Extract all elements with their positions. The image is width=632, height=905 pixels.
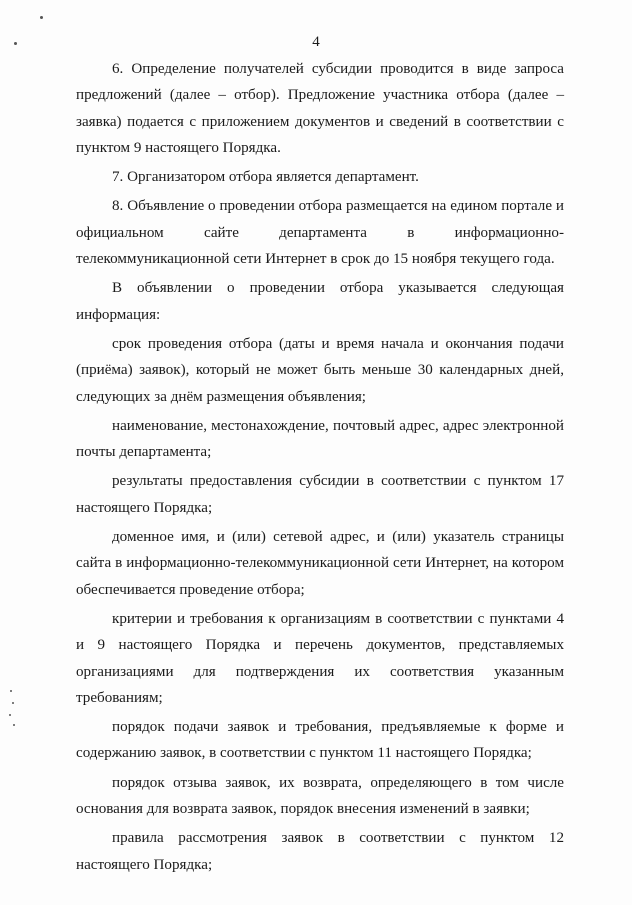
paragraph-7-organizer: 7. Организатором отбора является департамент. [112,169,419,186]
document-body [76,56,564,878]
paragraph-domain-name: доменное имя, и (или) сетевой адрес, и (или) указатель страницы сайта в информационно-телекоммуникационной сети Интернет, на котором обеспечивается проведение отбора; [76,529,564,598]
scan-speck [10,690,12,692]
scan-speck [12,702,14,704]
paragraph-withdrawal-order: порядок отзыва заявок, их возврата, определяющего в том числе основания для возврата заявок, порядок внесения изменений в заявки; [76,774,564,818]
paragraph-announcement-info: В объявлении о проведении отбора указывается следующая информация: [76,280,564,323]
scan-speck [9,714,11,716]
paragraph-deadline: срок проведения отбора (даты и время начала и окончания подачи (приёма) заявок), который не может быть меньше 30 календарных дней, следующих за днём размещения объявления; [76,335,564,405]
paragraph-6-selection: 6. Определение получателей субсидии проводится в виде запроса предложений (далее – отбор). Предложение участника отбора (далее – заявка) подается с приложением документов и сведений в соответствии с пунктом 9 настоящего Порядка. [76,61,564,156]
paragraph-criteria: критерии и требования к организациям в соответствии с пунктами 4 и 9 настоящего Порядка и перечень документов, представляемых организациями для подтверждения их соответствия указанным требованиям; [76,610,564,706]
scan-speck [13,724,15,726]
paragraph-8-announcement: 8. Объявление о проведении отбора размещается на едином портале и официальном сайте департамента в информационно-телекоммуникационной сети Интернет в срок до 15 ноября текущего года. [76,198,564,268]
paragraph-department-contacts: наименование, местонахождение, почтовый адрес, адрес электронной почты департамента; [76,417,564,461]
paragraph-submission-order: порядок подачи заявок и требования, предъявляемые к форме и содержанию заявок, в соответствии с пунктом 11 настоящего Порядка; [76,719,564,762]
scan-speck [40,16,43,19]
paragraph-review-rules: правила рассмотрения заявок в соответствии с пунктом 12 настоящего Порядка; [76,830,564,873]
page-number: 4 [312,34,320,50]
paragraph-results: результаты предоставления субсидии в соответствии с пунктом 17 настоящего Порядка; [76,473,564,516]
